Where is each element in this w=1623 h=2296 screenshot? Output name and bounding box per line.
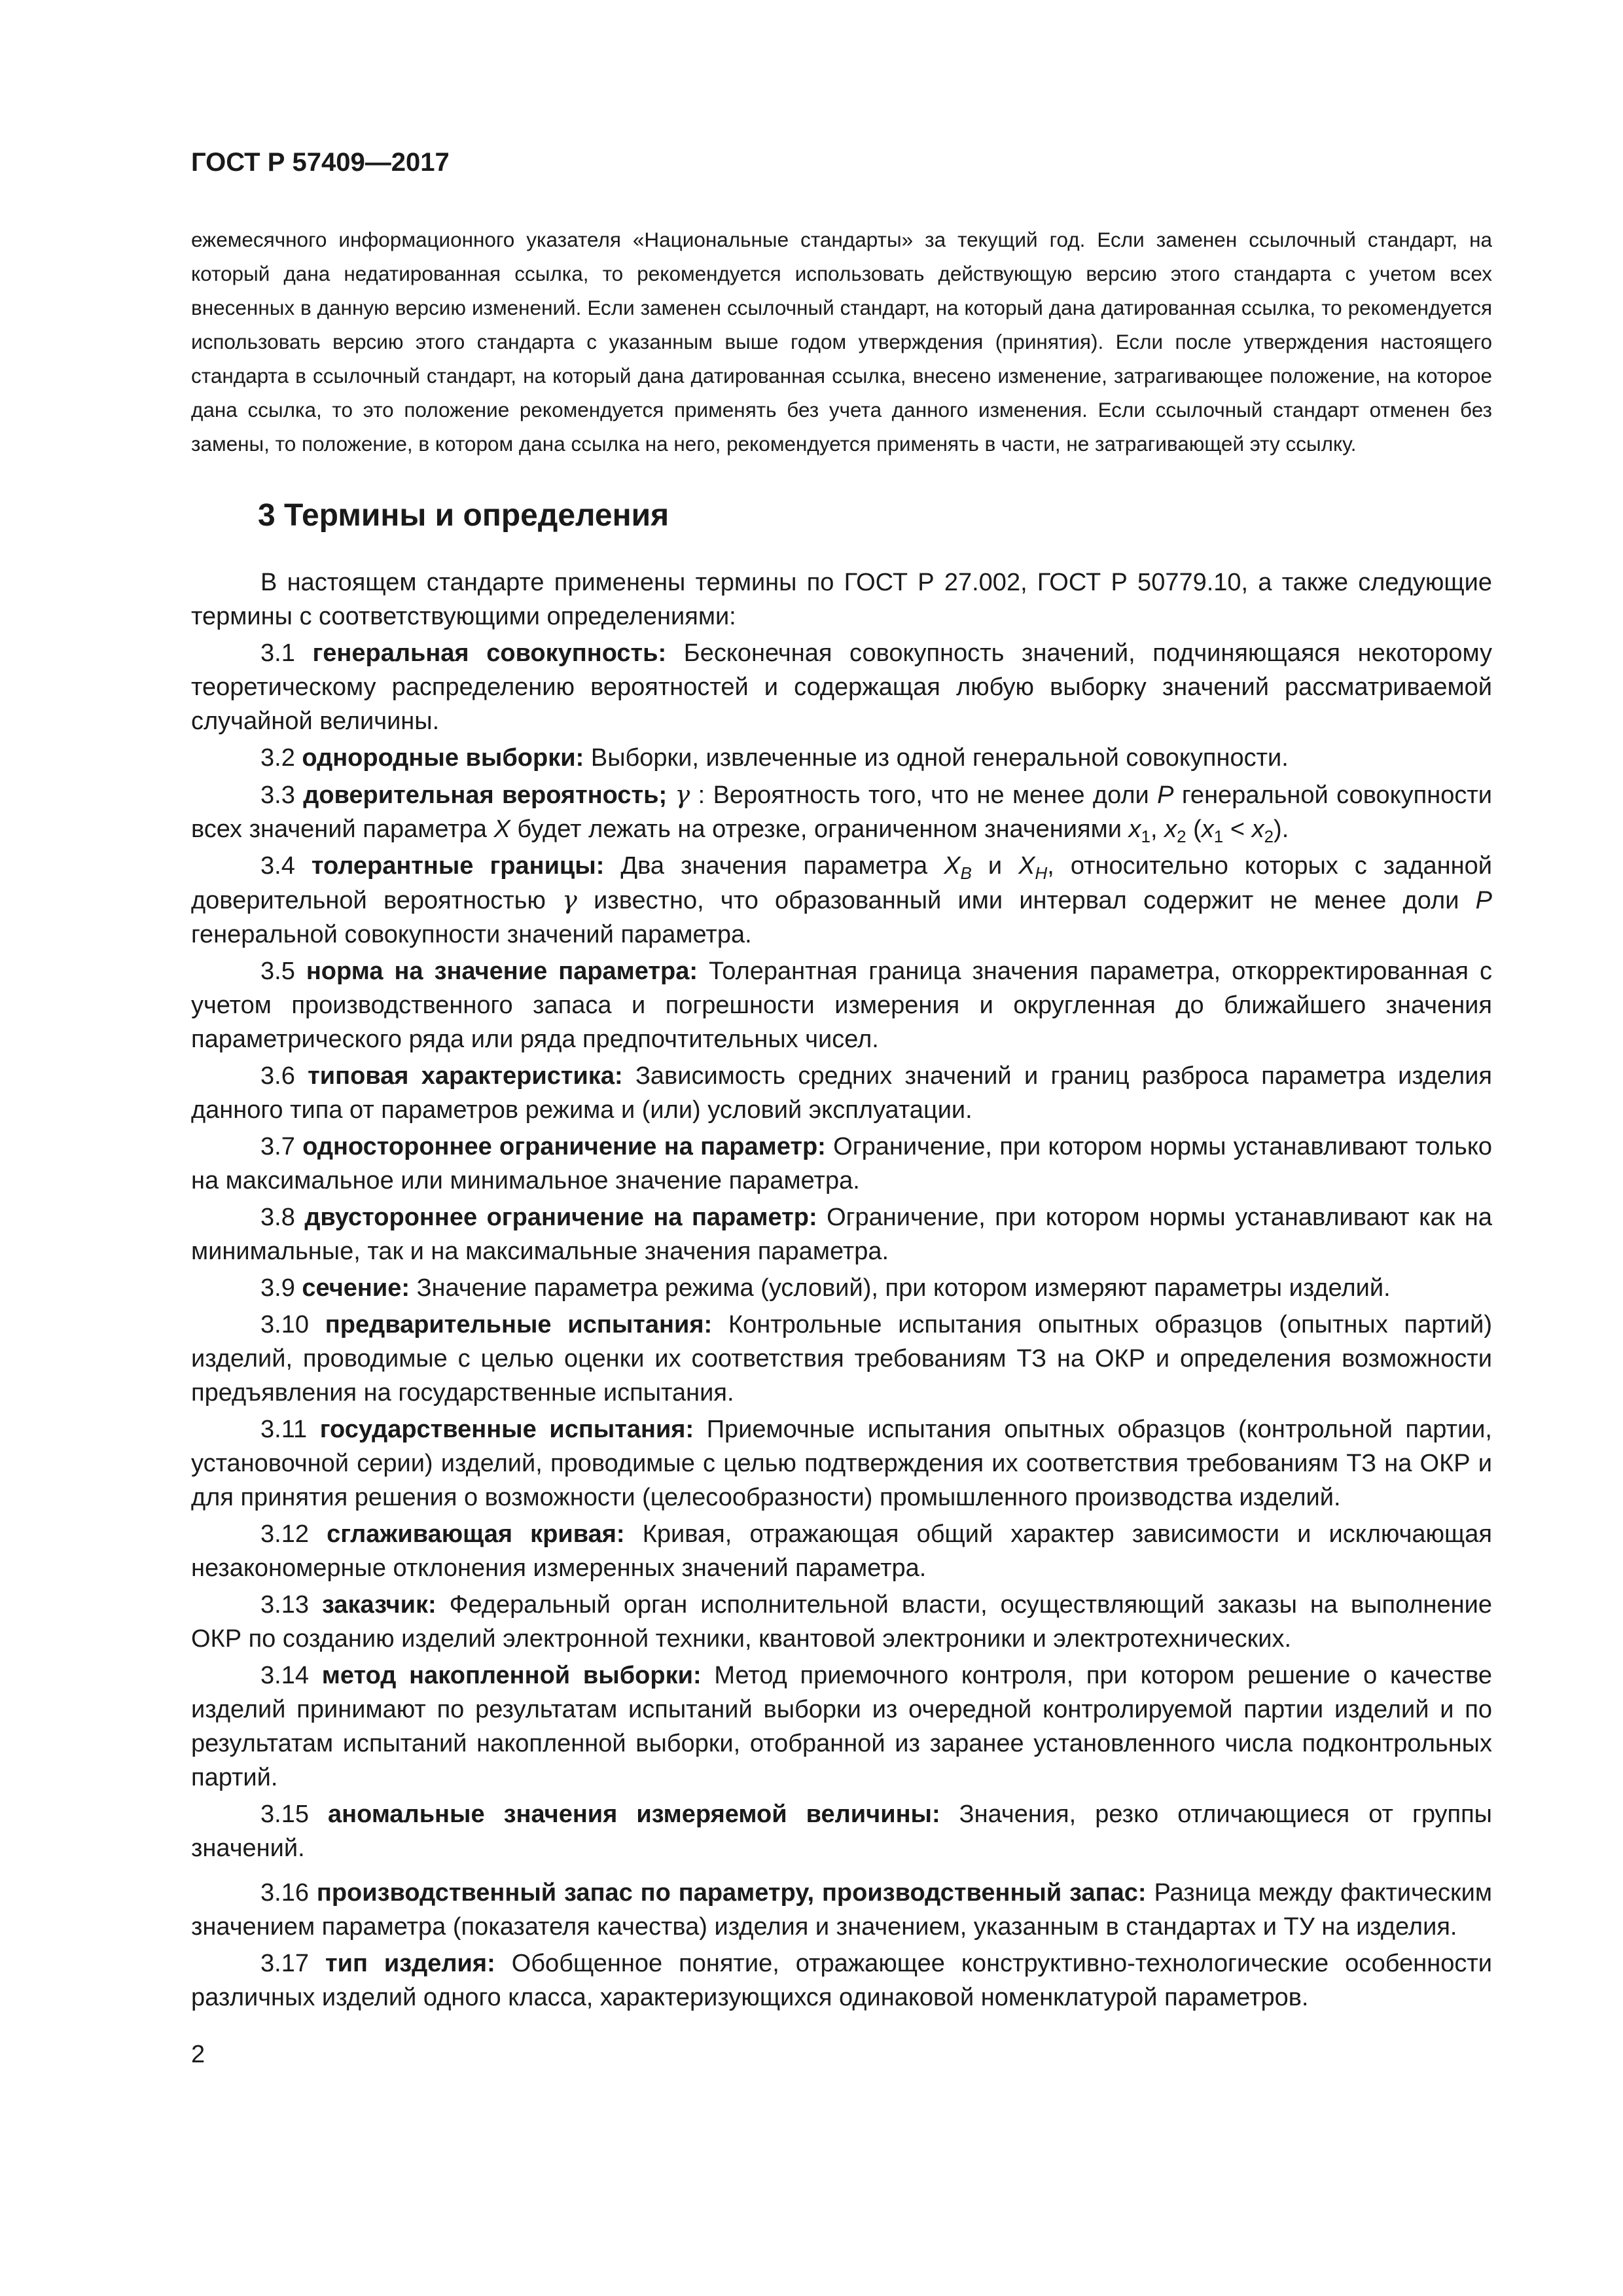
term-definition: Метод приемочного контроля, при котором решение о качестве изделий принимают по результатам испытаний выборки из очередной контролируемой партии изделий и по результатам испытаний накопленной выборки, отобранной из заранее установленного числа подконтрольных партий.: [191, 1662, 1493, 1791]
term-number: 3.14: [260, 1662, 309, 1689]
term-name: однородные выборки:: [302, 744, 584, 772]
term-number: 3.3: [260, 781, 295, 809]
term-item: [191, 1308, 1492, 1410]
term-item: 3.3 доверительная вероятность; γ : Вероятность того, что не менее доли P генеральной совокупности всех значений параметра X будет лежать на отрезке, ограниченном значениями $x_1$, $x_2$ $(x_1 < x_2)$.: [191, 780, 1492, 846]
term-item: [191, 1659, 1492, 1795]
term-name: заказчик:: [321, 1591, 437, 1619]
term-item: [191, 636, 1492, 738]
term-item: [191, 954, 1492, 1056]
term-number: 3.10: [260, 1311, 309, 1338]
term-number: 3.4: [260, 852, 295, 880]
term-definition: Зависимость средних значений и границ разброса параметра изделия данного типа от параметров режима и (или) условий эксплуатации.: [191, 1062, 1493, 1124]
term-definition: Бесконечная совокупность значений, подчиняющаяся некоторому теоретическому распределению вероятностей и содержащая любую выборку значений рассматриваемой случайной величины.: [191, 639, 1493, 735]
term-definition: Ограничение, при котором нормы устанавливают только на максимальное или минимальное значение параметра.: [191, 1133, 1493, 1194]
term-name: двустороннее ограничение на параметр:: [304, 1204, 817, 1231]
term-name: доверительная вероятность;: [303, 781, 668, 809]
term-item: [191, 741, 1492, 775]
term-name: производственный запас по параметру, производственный запас:: [316, 1879, 1147, 1907]
terms-list: [191, 565, 1492, 2017]
term-number: 3.1: [260, 639, 295, 667]
term-definition: Кривая, отражающая общий характер зависимости и исключающая незакономерные отклонения измеренных значений параметра.: [191, 1520, 1492, 1582]
term-definition: Контрольные испытания опытных образцов (опытных партий) изделий, проводимые с целью оценки их соответствия требованиям ТЗ на ОКР и определения возможности предъявления на государственные испытания.: [191, 1311, 1493, 1407]
term-number: 3.9: [260, 1274, 295, 1302]
section-title: 3 Термины и определения: [258, 498, 669, 533]
gamma-symbol: γ: [562, 886, 577, 914]
gamma-symbol: γ: [675, 780, 690, 809]
term-name: государственные испытания:: [319, 1416, 694, 1443]
term-definition: Толерантная граница значения параметра, откорректированная с учетом производственного запаса и погрешности измерения и округленная до ближайшего значения параметрического ряда или ряда предпочтительных чисел.: [191, 958, 1492, 1053]
term-number: 3.11: [260, 1416, 308, 1443]
term-name: толерантные границы:: [311, 852, 605, 880]
term-name: типовая характеристика:: [308, 1062, 623, 1090]
term-item: [191, 1271, 1492, 1305]
term-name: метод накопленной выборки:: [321, 1662, 702, 1689]
term-item: [191, 1130, 1492, 1198]
term-number: 3.8: [260, 1204, 295, 1231]
term-definition: Значение параметра режима (условий), при котором измеряют параметры изделий.: [416, 1274, 1391, 1302]
term-definition: Приемочные испытания опытных образцов (контрольной партии, установочной серии) изделий, проводимые с целью подтверждения их соответствия требованиям ТЗ на ОКР и для принятия решения о возможности (целесообразности) промышленного производства изделий.: [191, 1416, 1492, 1511]
term-number: 3.17: [260, 1950, 309, 1977]
term-number: 3.2: [260, 744, 295, 772]
term-number: 3.6: [260, 1062, 295, 1090]
term-name: сглаживающая кривая:: [327, 1520, 625, 1548]
term-item: [191, 1946, 1492, 2015]
term-definition: Ограничение, при котором нормы устанавливают как на минимальные, так и на максимальные значения параметра.: [191, 1204, 1492, 1265]
term-item: 3.4 толерантные границы: Два значения параметра $X_B$ и $X_H$, относительно которых с заданной доверительной вероятностью γ известно, что образованный ими интервал содержит не менее доли P генеральной совокупности значений параметра.: [191, 852, 1493, 948]
section-lead: В настоящем стандарте применены термины по ГОСТ Р 27.002, ГОСТ Р 50779.10, а также следующие термины с соответствующими определениями:: [191, 569, 1492, 630]
document-header: ГОСТ Р 57409—2017: [191, 148, 450, 177]
page-number: 2: [191, 2041, 205, 2068]
term-definition: Значения, резко отличающиеся от группы значений.: [191, 1801, 1492, 1862]
term-item: [191, 1588, 1492, 1656]
term-name: предварительные испытания:: [325, 1311, 713, 1338]
term-number: 3.13: [260, 1591, 309, 1619]
term-number: 3.15: [260, 1801, 309, 1828]
term-definition: Выборки, извлеченные из одной генеральной совокупности.: [590, 744, 1289, 772]
term-number: 3.5: [260, 958, 295, 985]
term-item: [191, 1517, 1492, 1585]
term-name: сечение:: [302, 1274, 410, 1302]
intro-text: ежемесячного информационного указателя «Национальные стандарты» за текущий год. Если заменен ссылочный стандарт, на который дана недатированная ссылка, то рекомендуется использовать действующую версию этого стандарта с учетом всех внесенных в данную версию изменений. Если заменен ссылочный стандарт, на который дана датированная ссылка, то рекомендуется использовать версию этого стандарта с указанным выше годом утверждения (принятия). Если после утверждения настоящего стандарта в ссылочный стандарт, на который дана датированная ссылка, внесено изменение, затрагивающее положение, на которое дана ссылка, то это положение рекомендуется применять без учета данного изменения. Если ссылочный стандарт отменен без замены, то положение, в котором дана ссылка на него, рекомендуется применять в части, не затрагивающей эту ссылку.: [191, 228, 1492, 456]
term-item: [191, 1797, 1492, 1865]
term-item: [191, 1412, 1492, 1515]
symbol-P: P: [1475, 887, 1493, 914]
term-name: тип изделия:: [325, 1950, 495, 1977]
symbol-P: P: [1157, 781, 1174, 809]
term-name: аномальные значения измеряемой величины:: [328, 1801, 940, 1828]
term-name: одностороннее ограничение на параметр:: [302, 1133, 826, 1160]
symbol-X: X: [493, 816, 510, 843]
term-item: [191, 1876, 1492, 1944]
term-number: 3.7: [260, 1133, 295, 1160]
term-name: норма на значение параметра:: [306, 958, 698, 985]
term-number: 3.12: [260, 1520, 309, 1548]
intro-paragraph: [191, 223, 1492, 461]
term-item: [191, 1200, 1492, 1268]
term-definition: Разница между фактическим значением параметра (показателя качества) изделия и значением, указанным в стандартах и ТУ на изделия.: [191, 1879, 1492, 1941]
term-name: генеральная совокупность:: [312, 639, 667, 667]
term-definition: Обобщенное понятие, отражающее конструктивно-технологические особенности различных изделий одного класса, характеризующихся одинаковой номенклатурой параметров.: [191, 1950, 1493, 2011]
term-item: [191, 1059, 1492, 1127]
term-definition: Федеральный орган исполнительной власти, осуществляющий заказы на выполнение ОКР по созданию изделий электронной техники, квантовой электроники и электротехнических.: [191, 1591, 1492, 1653]
term-number: 3.16: [260, 1879, 309, 1907]
